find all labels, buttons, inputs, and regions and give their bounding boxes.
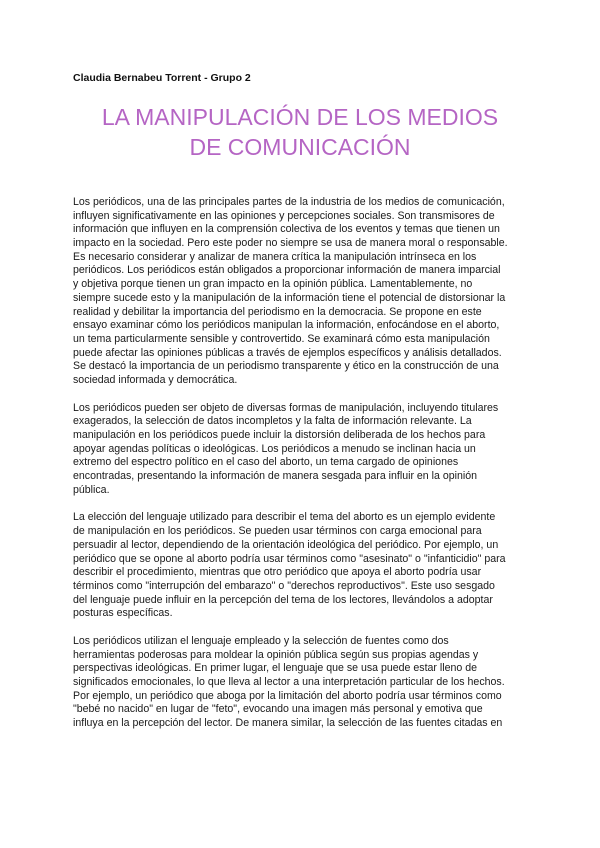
paragraph-line: persuadir al lector, dependiendo de la orientación ideológica del periódico. Por ejemplo, un — [73, 538, 499, 551]
paragraph-line: describir el procedimiento, mientras que otro periódico que apoya el aborto podría usar — [73, 566, 482, 579]
paragraph-line: influya en la percepción del lector. De manera similar, la selección de las fuentes citadas en — [73, 717, 503, 730]
paragraph-line: información que influyen en la comprensión colectiva de los eventos y temas que tienen un — [73, 223, 500, 236]
paragraph-line: Es necesario considerar y analizar de manera crítica la manipulación intrínseca en los — [73, 250, 477, 263]
paragraph-line: herramientas poderosas para moldear la opinión pública según sus propias agendas y — [73, 648, 479, 661]
paragraph-line: periódicos. Los periódicos están obligados a proporcionar información de manera imparcial — [73, 264, 501, 277]
paragraph-line: Los periódicos utilizan el lenguaje empleado y la selección de fuentes como dos — [73, 634, 449, 647]
paragraph-line: siempre sucede esto y la manipulación de la información tiene el potencial de distorsionar la — [73, 291, 506, 304]
paragraph-line: extremo del espectro político en el caso del aborto, un tema cargado de opiniones — [73, 456, 459, 469]
paragraph-line: un tema particularmente sensible y controvertido. Se examinará cómo esta manipulación — [73, 332, 490, 345]
paragraph-line: ensayo examinar cómo los periódicos manipulan la información, enfocándose en el aborto, — [73, 319, 500, 332]
document-title — [60, 102, 540, 162]
title-line: LA MANIPULACIÓN DE LOS MEDIOS — [101, 104, 499, 130]
body-paragraph — [73, 511, 531, 621]
paragraph-line: términos como "interrupción del embarazo" o "derechos reproductivos". Este uso sesgado — [73, 579, 495, 592]
paragraph-line: perspectivas ideológicas. En primer lugar, el lenguaje que se usa puede estar lleno de — [73, 662, 477, 675]
paragraph-line: exagerados, la selección de datos incompletos y la falta de información relevante. La — [73, 415, 472, 428]
paragraph-line: pública. — [73, 483, 110, 496]
body-paragraph — [73, 196, 531, 388]
paragraph-line: encontradas, presentando la información de manera sesgada para influir en la opinión — [73, 470, 478, 483]
paragraph-line: de manipulación en los periódicos. Se pueden usar términos con carga emocional para — [73, 525, 482, 538]
paragraph-line: puede afectar las opiniones públicas a través de ejemplos específicos y análisis detallados. — [73, 346, 502, 359]
paragraph-line: Los periódicos pueden ser objeto de diversas formas de manipulación, incluyendo titulares — [73, 401, 499, 414]
body-paragraph — [73, 402, 531, 498]
paragraph-line: realidad y debilitar la importancia del periodismo en la democracia. Se propone en este — [73, 305, 482, 318]
paragraph-line: y objetiva porque tienen un gran impacto en la opinión pública. Lamentablemente, no — [73, 278, 473, 291]
paragraph-line: Por ejemplo, un periódico que aboga por la limitación del aborto podría usar términos como — [73, 689, 502, 702]
paragraph-line: Los periódicos, una de las principales partes de la industria de los medios de comunicación, — [73, 196, 505, 208]
paragraph-line: Se destacó la importancia de un periodismo transparente y ético en la construcción de una — [73, 360, 499, 373]
paragraph-line: "bebé no nacido" en lugar de "feto", evocando una imagen más personal y emotiva que — [73, 703, 483, 716]
paragraph-line: manipulación en los periódicos puede incluir la distorsión deliberada de los hechos para — [73, 429, 486, 441]
paragraph-line: impacto en la sociedad. Pero este poder no siempre se usa de manera moral o responsable. — [73, 237, 508, 250]
paragraph-line: significados emocionales, lo que lleva al lector a una interpretación particular de los hechos. — [73, 676, 505, 688]
paragraph-line: sociedad informada y democrática. — [73, 373, 238, 386]
document-body — [73, 196, 531, 745]
paragraph-line: periódico que se opone al aborto podría usar términos como "asesinato" o "infanticidio" para — [73, 552, 506, 565]
author-line: Claudia Bernabeu Torrent - Grupo 2 — [73, 72, 251, 84]
paragraph-line: del lenguaje puede influir en la percepción del tema de los lectores, llevándolos a adoptar — [73, 593, 493, 606]
paragraph-line: posturas específicas. — [73, 607, 173, 620]
paragraph-line: La elección del lenguaje utilizado para describir el tema del aborto es un ejemplo evidente — [73, 511, 496, 524]
body-paragraph — [73, 635, 531, 731]
title-line: DE COMUNICACIÓN — [189, 134, 411, 160]
paragraph-line: influyen significativamente en las opiniones y percepciones sociales. Son transmisores de — [73, 209, 495, 222]
paragraph-line: apoyar agendas políticas o ideológicas. Los periódicos a menudo se inclinan hacia un — [73, 442, 476, 455]
